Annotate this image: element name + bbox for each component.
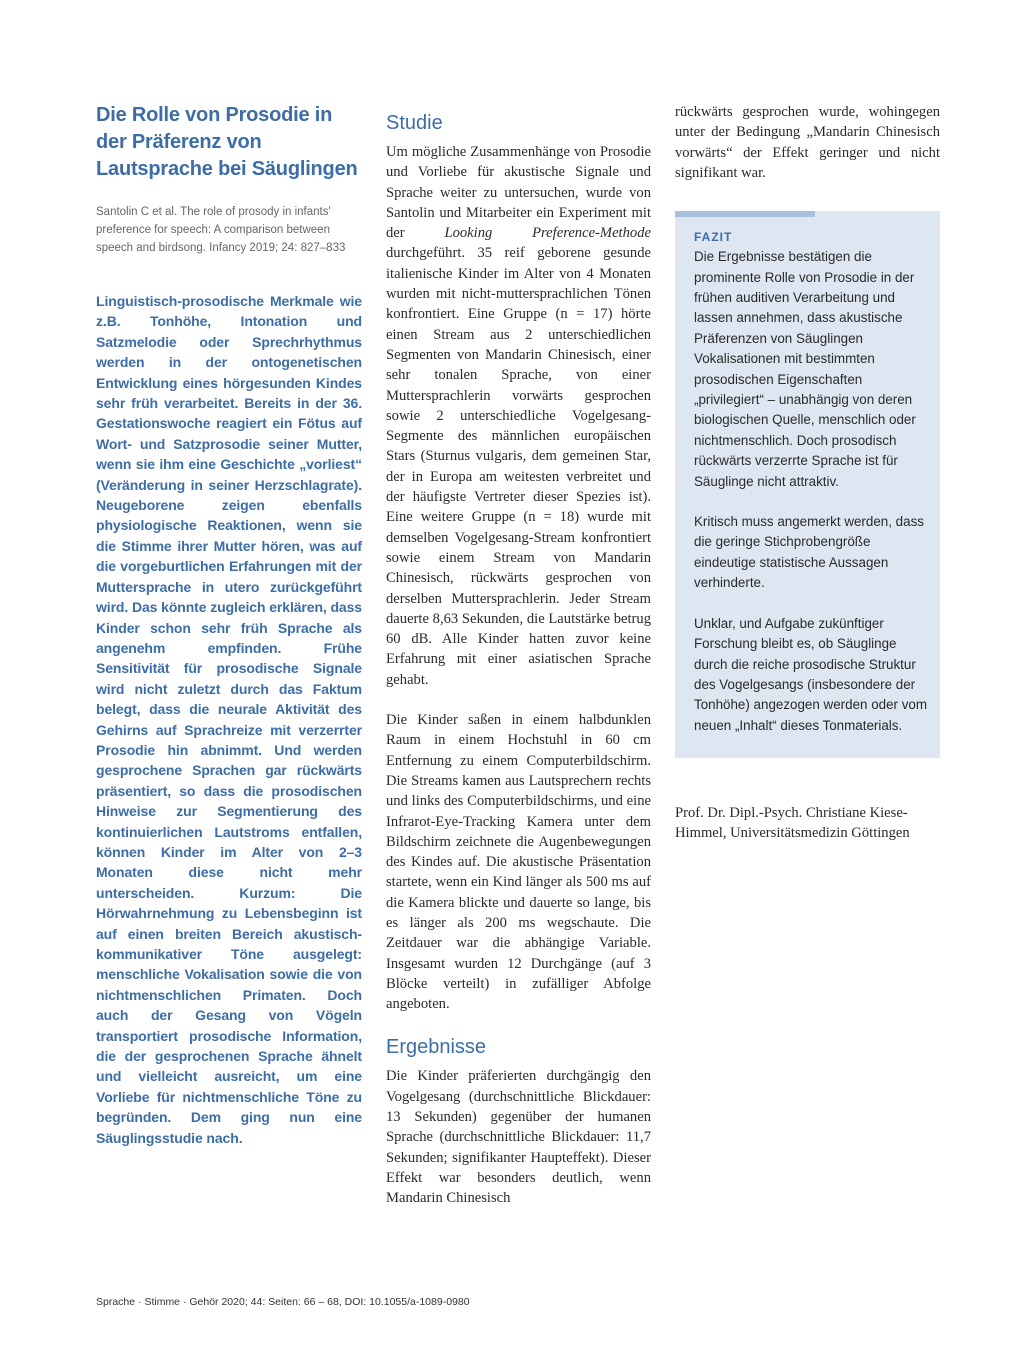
- results-paragraph: Die Kinder präferierten durchgängig den Vogelgesang (durchschnittliche Blickdauer: 13 Sekunden) gegenüber der humanen Sprache (durchschnittliche Blickdauer: 11,7 Sekunden; signifikanter Haupteffekt). Dieser Effekt war besonders deutlich, wenn Mandarin Chinesisch: [386, 1068, 651, 1207]
- middle-column: [386, 102, 651, 1229]
- results-paragraph-continued: rückwärts gesprochen wurde, wohingegen unter der Bedingung „Mandarin Chinesisch vorwärts“ der Effekt geringer und nicht signifikant war.: [675, 104, 940, 181]
- author-credit: Prof. Dr. Dipl.-Psych. Christiane Kiese-Himmel, Universitätsmedizin Göttingen: [675, 805, 910, 842]
- section-heading-ergebnisse: Ergebnisse: [386, 1036, 487, 1059]
- study-text-cont: durchgeführt. 35 reif geborene gesunde italienische Kinder im Alter von 4 Monaten wurden mit nicht-muttersprachlichen Tönen konfrontiert. Eine Gruppe (n = 17) hörte einen Stream aus 2 unterschiedlichen Segmenten von Mandarin Chinesisch, einer sehr tonalen Sprache, von einer Muttersprachlerin vorwärts gesprochen sowie 2 unterschiedliche Vogelgesang-Segmente des männlichen europäischen Stars (Sturnus vulgaris, dem gemeinen Star, der in Europa am weitesten verbreitet und der häufigste Vertreter dieser Spezies ist). Eine weitere Gruppe (n = 18) wurde mit demselben Vogelgesang-Stream konfrontiert sowie einem Stream von Mandarin Chinesisch, rückwärts gesprochen von derselben Muttersprachlerin. Jeder Stream dauerte 8,63 Sekunden, die Lautstärke betrug 60 dB. Alle Kinder hatten zuvor keine Erfahrung mit einer asiatischen Sprache gehabt.: [386, 245, 651, 688]
- fazit-paragraph-3: Unklar, und Aufgabe zukünftiger Forschung bleibt es, ob Säuglinge durch die reiche prosodische Struktur des Vogelgesangs (insbesondere der Tonhöhe) angezogen werden oder vom neuen „Inhalt“ dieses Tonmaterials.: [694, 615, 928, 733]
- section-heading-studie: Studie: [386, 112, 443, 134]
- method-name: Looking Preference-Methode: [444, 225, 651, 242]
- fazit-accent-bar: [675, 211, 815, 217]
- right-column: [675, 102, 940, 844]
- page-footer: Sprache · Stimme · Gehör 2020; 44: Seiten: 66 – 68, DOI: 10.1055/a-1089-0980: [96, 1296, 470, 1308]
- lead-paragraph: Linguistisch-prosodische Merkmale wie z.B. Tonhöhe, Intonation und Satzmelodie oder Sprechrhythmus werden in der ontogenetischen Entwicklung eines hörgesunden Kindes sehr früh verarbeitet. Bereits in der 36. Gestationswoche reagiert ein Fötus auf Wort- und Satzprosodie seiner Mutter, wenn sie ihm eine Geschichte „vorliest“ (Veränderung in seiner Herzschlagrate). Neugeborene zeigen ebenfalls physiologische Reaktionen, wenn sie die Stimme ihrer Mutter hören, was auf die vorgeburtlichen Erfahrungen mit der Muttersprache in utero zurückgeführt wird. Das könnte zugleich erklären, dass Kinder schon sehr früh Sprache als angenehm empfinden. Frühe Sensitivität für prosodische Signale wird nicht zuletzt durch das Faktum belegt, dass die neurale Aktivität des Gehirns auf Sprachreize mit verzerrter Prosodie hin abnimmt. Und werden gesprochene Sprachen gar rückwärts präsentiert, so dass die prosodischen Hinweise zur Segmentierung des kontinuierlichen Lautstroms entfallen, können Kinder im Alter von 2–3 Monaten diese nicht mehr unterscheiden. Kurzum: Die Hörwahrnehmung zu Lebensbeginn ist auf einen breiten Bereich akustisch-kommunikativer Töne ausgelegt: menschliche Vokalisation sowie die von nichtmenschlichen Primaten. Doch auch der Gesang von Vögeln transportiert prosodische Information, die der gesprochenen Sprache ähnelt und vielleicht ausreicht, um eine Vorliebe für nichtmenschliche Töne zu begründen. Dem ging nun eine Säuglingsstudie nach.: [96, 293, 362, 1146]
- article-title: Die Rolle von Prosodie in der Präferenz von Lautsprache bei Säuglingen: [96, 104, 358, 180]
- fazit-paragraph-2: Kritisch muss angemerkt werden, dass die geringe Stichprobengröße eindeutige statistische Aussagen verhinderte.: [694, 514, 924, 591]
- fazit-paragraph-1: Die Ergebnisse bestätigen die prominente Rolle von Prosodie in der frühen auditiven Verarbeitung und lassen annehmen, dass akustische Präferenzen von Säuglingen Vokalisationen mit bestimmten prosodischen Eigenschaften „privilegiert“ – unabhängig von deren biologischen Quelle, menschlich oder nichtmenschlich. Doch prosodisch rückwärts verzerrte Sprache ist für Säuglinge nicht attraktiv.: [694, 249, 916, 489]
- citation: Santolin C et al. The role of prosody in infants' preference for speech: A comparison between speech and birdsong. Infancy 2019; 24: 827–833: [96, 206, 346, 254]
- fazit-box: [675, 211, 940, 758]
- study-paragraph-2: Die Kinder saßen in einem halbdunklen Raum in einem Hochstuhl in 60 cm Entfernung zu einem Computerbildschirm. Die Streams kamen aus Lautsprechern rechts und links des Computerbildschirms, und eine Infrarot-Eye-Tracking Kamera unter dem Bildschirm zeichnete die Augenbewegungen des Kindes auf. Die akustische Präsentation startete, wenn ein Kind länger als 500 ms auf die Kamera blickte und dauerte so lange, bis es länger als 200 ms wegschaute. Die Zeitdauer war die abhängige Variable. Insgesamt wurden 12 Durchgänge (auf 3 Blöcke verteilt) in zufälliger Abfolge angeboten.: [386, 712, 651, 1013]
- left-column: [96, 102, 362, 1148]
- fazit-heading: FAZIT: [694, 230, 733, 245]
- study-paragraph-1: [386, 142, 651, 690]
- study-text: Um mögliche Zusammenhänge von Prosodie und Vorliebe für akustische Signale und Sprache weiter zu untersuchen, wurde von Santolin und Mitarbeiter ein Experiment mit der: [386, 144, 651, 242]
